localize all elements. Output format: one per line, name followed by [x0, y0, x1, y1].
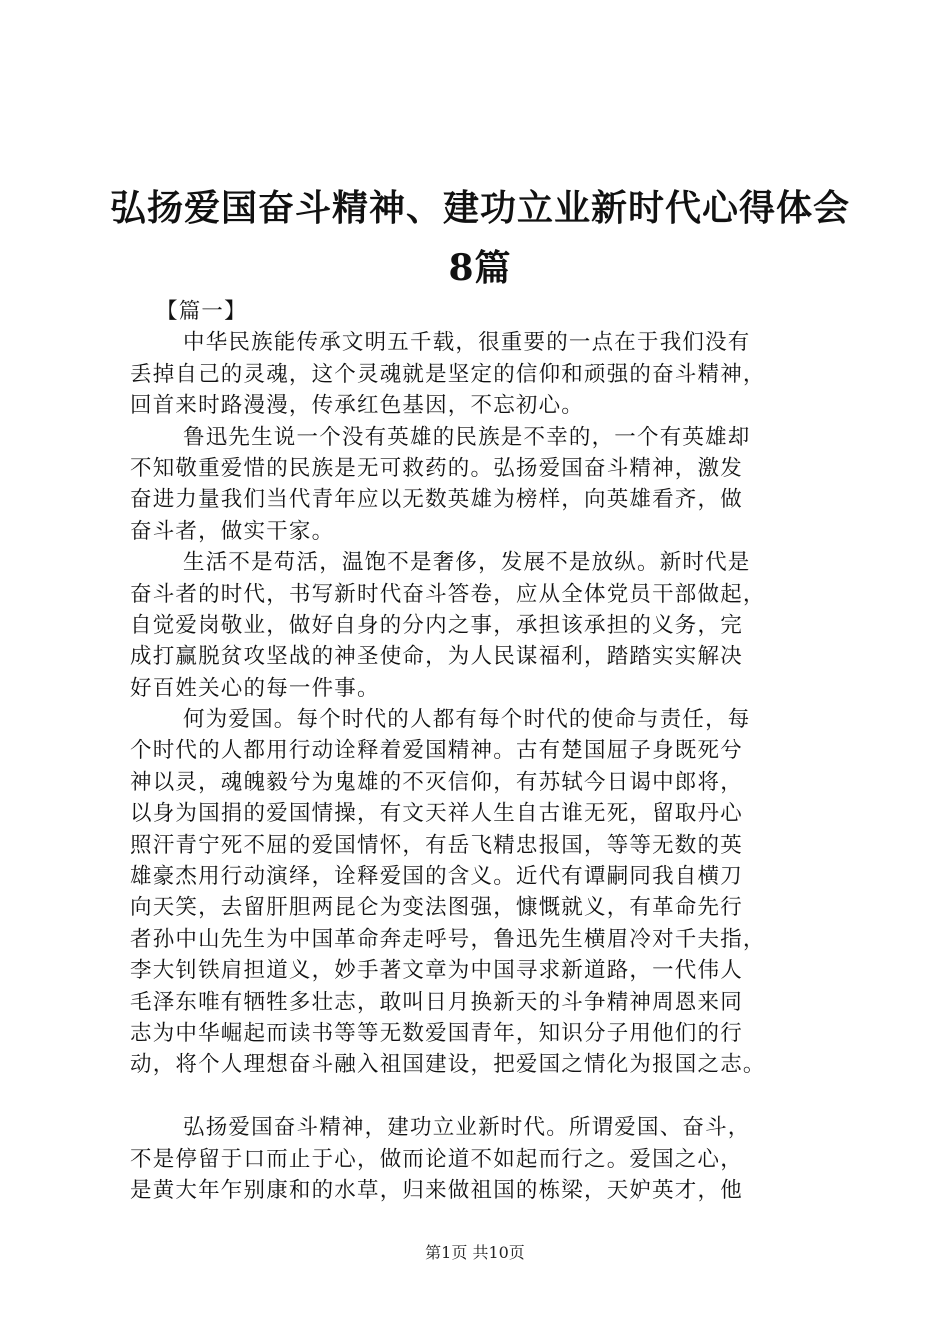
text-line: 是黄大年乍别康和的水草，归来做祖国的栋梁，天妒英才，他: [130, 1177, 743, 1203]
text-line: 中华民族能传承文明五千载，很重要的一点在于我们没有: [183, 330, 751, 356]
text-line: 自觉爱岗敬业，做好自身的分内之事，承担该承担的义务，完: [130, 612, 743, 638]
text-line: 不知敬重爱惜的民族是无可救药的。弘扬爱国奋斗精神，激发: [130, 455, 743, 481]
text-line: 成打赢脱贫攻坚战的神圣使命，为人民谋福利，踏踏实实解决: [130, 644, 743, 670]
document-title: [110, 178, 850, 298]
body-text: [130, 296, 842, 1206]
section-label: 【篇一】: [156, 299, 247, 324]
text-line: 不是停留于口而止于心，做而论道不如起而行之。爱国之心，: [130, 1146, 743, 1172]
text-line: 个时代的人都用行动诠释着爱国精神。古有楚国屈子身既死兮: [130, 738, 743, 764]
title-line-1: 弘扬爱国奋斗精神、建功立业新时代心得体会: [110, 187, 851, 229]
text-line: 丢掉自己的灵魂，这个灵魂就是坚定的信仰和顽强的奋斗精神，: [130, 361, 766, 387]
text-line: 李大钊铁肩担道义，妙手著文章为中国寻求新道路，一代伟人: [130, 958, 743, 984]
page-footer: 第1页 共10页: [425, 1243, 525, 1262]
text-line: 志为中华崛起而读书等等无数爱国青年，知识分子用他们的行: [130, 1020, 743, 1046]
text-line: 以身为国捐的爱国情操，有文天祥人生自古谁无死，留取丹心: [130, 801, 743, 827]
text-line: 向天笑，去留肝胆两昆仑为变法图强，慷慨就义，有革命先行: [130, 895, 743, 921]
text-line: 雄豪杰用行动演绎，诠释爱国的含义。近代有谭嗣同我自横刀: [130, 864, 743, 890]
text-line: 回首来时路漫漫，传承红色基因，不忘初心。: [130, 393, 585, 419]
text-line: 鲁迅先生说一个没有英雄的民族是不幸的，一个有英雄却: [183, 424, 751, 450]
text-line: 毛泽东唯有牺牲多壮志，敢叫日月换新天的斗争精神周恩来同: [130, 989, 743, 1015]
text-line: 奋斗者的时代，书写新时代奋斗答卷，应从全体党员干部做起，: [130, 581, 766, 607]
text-line: 弘扬爱国奋斗精神，建功立业新时代。所谓爱国、奋斗，: [183, 1115, 751, 1141]
text-line: 何为爱国。每个时代的人都有每个时代的使命与责任，每: [183, 707, 751, 733]
paragraph-gap: [130, 1081, 842, 1112]
title-line-2: 8篇: [448, 247, 512, 289]
text-line: 照汗青宁死不屈的爱国情怀，有岳飞精忠报国，等等无数的英: [130, 832, 743, 858]
text-line: 者孙中山先生为中国革命奔走呼号，鲁迅先生横眉冷对千夫指，: [130, 926, 766, 952]
text-line: 奋斗者，做实干家。: [130, 518, 335, 544]
text-line: 神以灵，魂魄毅兮为鬼雄的不灭信仰，有苏轼今日谒中郎将，: [130, 769, 743, 795]
text-line: 动，将个人理想奋斗融入祖国建设，把爱国之情化为报国之志。: [130, 1052, 766, 1078]
text-line: 好百姓关心的每一件事。: [130, 675, 380, 701]
text-line: 奋进力量我们当代青年应以无数英雄为榜样，向英雄看齐，做: [130, 487, 743, 513]
text-line: 生活不是苟活，温饱不是奢侈，发展不是放纵。新时代是: [183, 550, 751, 576]
